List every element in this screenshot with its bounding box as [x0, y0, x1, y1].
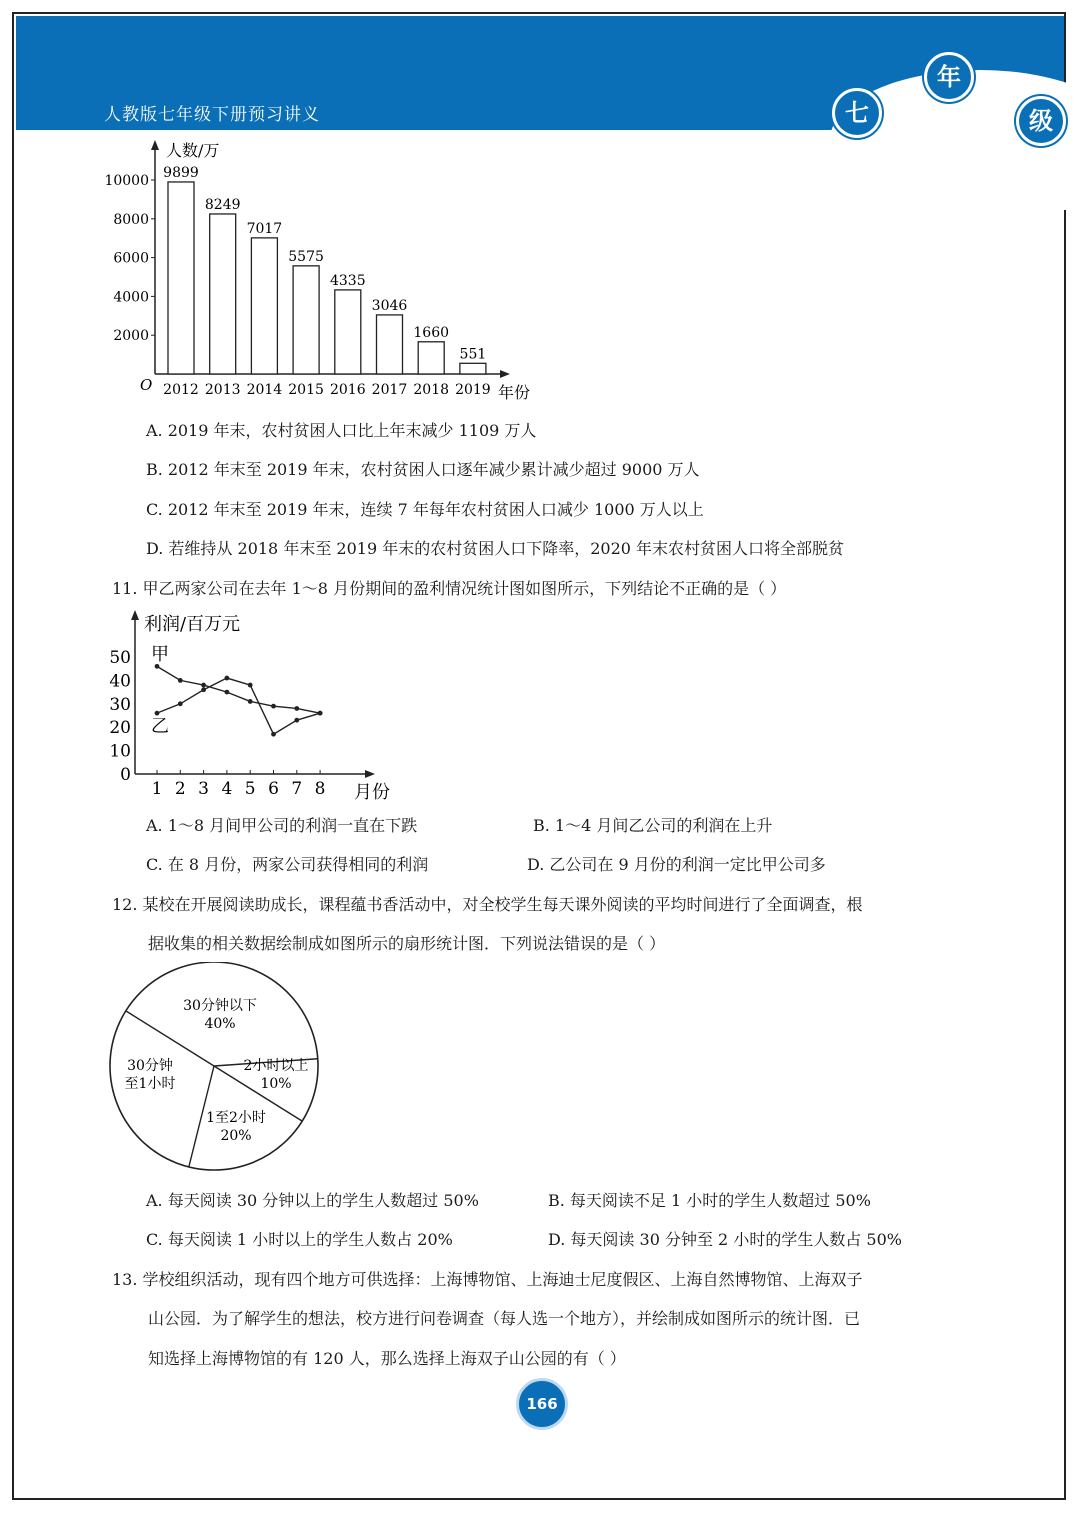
q12-stem-line1: 12. 某校在开展阅读助成长，课程蕴书香活动中，对全校学生每天课外阅读的平均时间进行了全面调查，根 — [112, 895, 863, 914]
series-point — [318, 711, 323, 716]
q11-option-c: C. 在 8 月份，两家公司获得相同的利润 — [146, 855, 429, 874]
bar-value-label: 1660 — [413, 324, 450, 341]
pie-slice-percent: 至1小时 — [124, 1076, 176, 1092]
x-tick-label: 2016 — [329, 382, 366, 398]
x-tick-label: 2019 — [455, 382, 491, 398]
series-point — [271, 732, 276, 737]
y-axis-label: 利润/百万元 — [144, 614, 241, 635]
y-tick-label: 10 — [109, 741, 131, 762]
pie-slice-label: 30分钟以下 — [183, 998, 257, 1014]
q11-option-b: B. 1～4 月间乙公司的利润在上升 — [533, 816, 773, 835]
x-tick-label: 2 — [174, 779, 186, 799]
x-tick-label: 4 — [221, 779, 233, 799]
series-point — [201, 687, 206, 692]
bar-value-label: 3046 — [371, 297, 408, 314]
x-tick-label: 2018 — [413, 382, 450, 398]
grade-char-nian: 年 — [924, 52, 974, 102]
q11-stem: 11. 甲乙两家公司在去年 1～8 月份期间的盈利情况统计图如图所示，下列结论不正确的是（ ） — [112, 579, 787, 598]
q13-line2: 山公园．为了解学生的想法，校方进行问卷调查（每人选一个地方），并绘制成如图所示的统计图．已 — [148, 1309, 861, 1328]
series-point — [248, 699, 253, 704]
q10-option-b: B. 2012 年末至 2019 年末，农村贫困人口逐年减少累计减少超过 9000 万人 — [146, 460, 700, 479]
series-point — [294, 706, 299, 711]
y-tick-label: 2000 — [113, 328, 149, 345]
q12-option-d: D. 每天阅读 30 分钟至 2 小时的学生人数占 50% — [548, 1230, 902, 1249]
q11-option-d: D. 乙公司在 9 月份的利润一定比甲公司多 — [527, 855, 826, 874]
y-tick-label: 20 — [109, 718, 131, 739]
series-point — [271, 704, 276, 709]
x-axis-label: 月份 — [354, 782, 390, 803]
pie-slice-label: 2小时以上 — [243, 1058, 309, 1074]
series-point — [178, 701, 183, 706]
series-line — [157, 666, 320, 713]
y-tick-label: 8000 — [113, 211, 149, 228]
series-line — [157, 678, 320, 734]
pie-slice-label: 30分钟 — [127, 1058, 173, 1074]
bar — [377, 315, 403, 374]
bar — [293, 266, 319, 374]
y-axis-label: 人数/万 — [166, 141, 220, 160]
bar-value-label: 5575 — [288, 248, 324, 265]
bar-value-label: 9899 — [163, 164, 199, 181]
pie-slice-percent: 10% — [260, 1076, 292, 1092]
series-point — [294, 718, 299, 723]
x-tick-label: 6 — [268, 779, 279, 799]
q10-option-d: D. 若维持从 2018 年末至 2019 年末的农村贫困人口下降率，2020 年末农村贫困人口将全部脱贫 — [146, 539, 845, 558]
q12-option-b: B. 每天阅读不足 1 小时的学生人数超过 50% — [548, 1191, 871, 1210]
series-label-jia: 甲 — [151, 644, 169, 665]
q10-option-a: A. 2019 年末，农村贫困人口比上年末减少 1109 万人 — [146, 421, 537, 440]
pie-slice-percent: 40% — [204, 1016, 236, 1032]
bar-value-label: 4335 — [329, 272, 366, 289]
y-tick-label: 0 — [120, 765, 131, 785]
pie-chart — [100, 962, 340, 1182]
y-tick-label: 50 — [109, 648, 131, 668]
q11-option-a: A. 1～8 月间甲公司的利润一直在下跌 — [146, 816, 418, 835]
series-point — [225, 676, 230, 681]
bar-value-label: 7017 — [246, 220, 283, 237]
y-axis-arrow — [151, 140, 159, 150]
bar — [335, 290, 361, 374]
x-tick-label: 2013 — [204, 382, 241, 398]
x-tick-label: 5 — [244, 779, 256, 799]
book-title: 人教版七年级下册预习讲义 — [104, 105, 320, 125]
q12-stem-line2: 据收集的相关数据绘制成如图所示的扇形统计图．下列说法错误的是（ ） — [148, 934, 666, 953]
series-point — [248, 683, 253, 688]
pie-slice-label: 1至2小时 — [206, 1110, 266, 1126]
series-point — [155, 711, 160, 716]
series-point — [225, 690, 230, 695]
x-tick-label: 1 — [151, 779, 163, 799]
series-point — [178, 678, 183, 683]
pie-slice-percent: 20% — [220, 1128, 252, 1144]
x-tick-label: 8 — [314, 779, 326, 799]
x-axis-arrow — [365, 770, 375, 778]
q10-option-c: C. 2012 年末至 2019 年末，连续 7 年每年农村贫困人口减少 1000 万人以上 — [146, 500, 704, 519]
x-tick-label: 7 — [291, 779, 303, 799]
y-tick-label: 4000 — [113, 289, 149, 306]
y-tick-label: 30 — [109, 694, 131, 715]
origin-label: O — [140, 376, 153, 394]
grade-char-qi: 七 — [832, 88, 882, 138]
q12-option-c: C. 每天阅读 1 小时以上的学生人数占 20% — [146, 1230, 453, 1249]
bar-value-label: 551 — [459, 346, 487, 363]
bar — [460, 363, 486, 374]
x-tick-label: 2015 — [288, 382, 324, 398]
y-tick-label: 6000 — [113, 250, 149, 267]
q12-option-a: A. 每天阅读 30 分钟以上的学生人数超过 50% — [146, 1191, 479, 1210]
x-axis-arrow — [500, 370, 510, 378]
bar — [418, 342, 444, 374]
line-chart — [100, 608, 410, 808]
y-tick-label: 40 — [109, 671, 131, 692]
bar — [251, 238, 277, 374]
x-tick-label: 3 — [198, 779, 210, 799]
bar-value-label: 8249 — [204, 196, 241, 213]
y-axis-arrow — [131, 610, 139, 620]
bar-chart — [100, 136, 560, 406]
x-tick-label: 2017 — [371, 382, 408, 398]
grade-char-ji: 级 — [1016, 96, 1066, 146]
q13-line3: 知选择上海博物馆的有 120 人，那么选择上海双子山公园的有（ ） — [148, 1349, 626, 1368]
q13-line1: 13. 学校组织活动，现有四个地方可供选择：上海博物馆、上海迪士尼度假区、上海自然博物馆、上海双子 — [112, 1270, 863, 1289]
series-point — [201, 683, 206, 688]
bar — [168, 182, 194, 374]
y-tick-label: 10000 — [104, 173, 149, 189]
series-label-yi: 乙 — [151, 716, 169, 737]
x-axis-label: 年份 — [498, 383, 531, 402]
bar — [210, 214, 236, 374]
page-number: 166 — [516, 1378, 568, 1430]
x-tick-label: 2012 — [163, 382, 199, 398]
x-tick-label: 2014 — [246, 382, 283, 398]
